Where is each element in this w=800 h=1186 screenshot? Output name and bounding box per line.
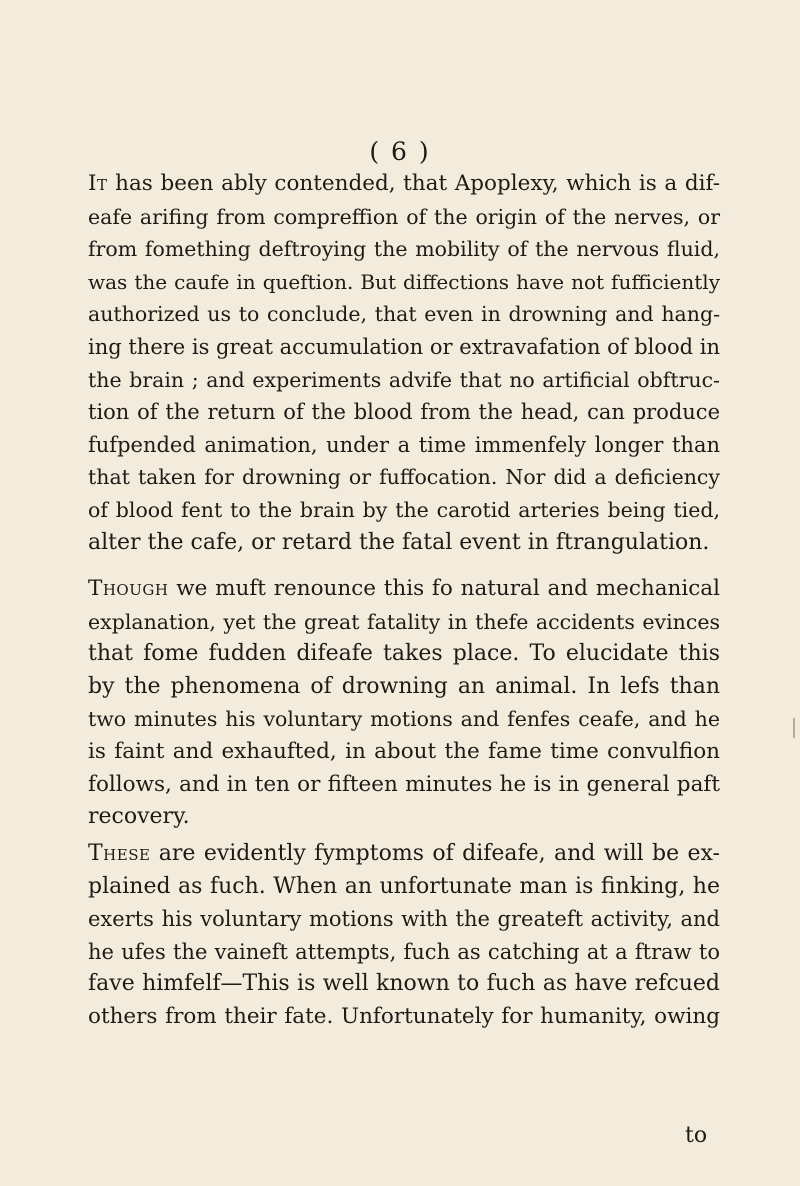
text-line: that fome fudden difeafe takes place. To elucidate this (88, 641, 720, 667)
text-line: by the phenomena of drowning an animal. In lefs than (88, 673, 720, 699)
text-line: eafe arifing from compreffion of the origin of the nerves, or (88, 204, 720, 229)
text-line: tion of the return of the blood from the head, can produce (88, 400, 720, 425)
text-line: two minutes his voluntary motions and fenfes ceafe, and he (88, 707, 720, 732)
text-line: from fomething deftroying the mobility of the nervous fluid, (88, 237, 720, 262)
text-line: that taken for drowning or fuffocation. Nor did a deficiency (88, 465, 720, 490)
catchword: to (685, 1123, 708, 1148)
text-line: follows, and in ten or fifteen minutes he is in general paft (88, 771, 720, 797)
text-line: exerts his voluntary motions with the greateft activity, and (88, 907, 720, 932)
text-line: explanation, yet the great fatality in thefe accidents evinces (88, 609, 720, 634)
text-line: authorized us to conclude, that even in drowning and hang- (88, 302, 720, 327)
text-line: of blood fent to the brain by the carotid arteries being tied, (88, 497, 720, 522)
paragraph-lead-word: It (88, 171, 108, 196)
text-line: recovery. (88, 804, 190, 830)
text-line: ing there is great accumulation or extravafation of blood in (88, 334, 721, 359)
paragraph-lead-word: These (88, 841, 151, 866)
text-line: he ufes the vaineft attempts, fuch as catching at a ftraw to (88, 939, 720, 964)
text-line: These are evidently fymptoms of difeafe, and will be ex- (88, 841, 720, 866)
page-number: ( 6 ) (369, 137, 431, 166)
text-line: alter the cafe, or retard the fatal event in ftrangulation. (88, 529, 710, 555)
text-line: the brain ; and experiments advife that no artificial obftruc- (88, 367, 720, 392)
text-line: is faint and exhaufted, in about the fame time convulfion (88, 738, 720, 764)
text-line: fufpended animation, under a time immenfely longer than (88, 432, 720, 457)
text-line: fave himfelf—This is well known to fuch as have refcued (88, 971, 720, 997)
text-line: It has been ably contended, that Apoplexy, which is a dif- (88, 171, 720, 196)
paragraph-1 (88, 168, 720, 559)
paragraph-lead-word: Though (88, 576, 169, 601)
paragraph-2 (88, 573, 720, 834)
text-line: plained as fuch. When an unfortunate man is finking, he (88, 873, 720, 899)
paragraph-3 (88, 838, 720, 1034)
page-edge-mark (793, 718, 795, 738)
text-line: others from their fate. Unfortunately for humanity, owing (88, 1003, 720, 1029)
text-line: Though we muft renounce this fo natural and mechanical (88, 576, 720, 601)
text-line: was the caufe in queftion. But diffections have not fufficiently (88, 269, 720, 294)
